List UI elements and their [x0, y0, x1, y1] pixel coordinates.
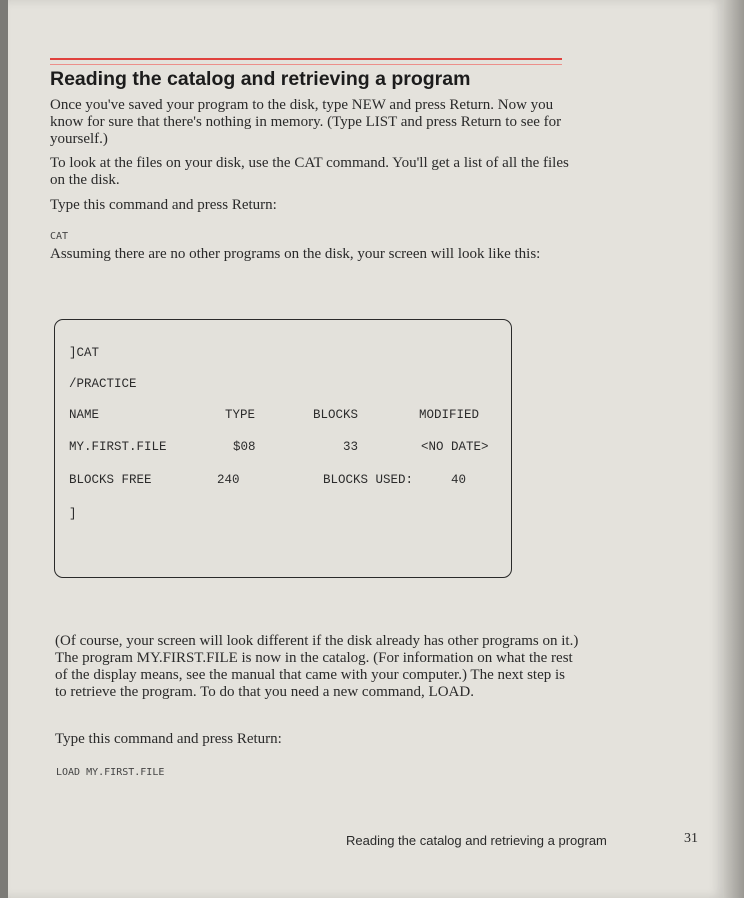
section-heading: Reading the catalog and retrieving a program: [50, 68, 471, 90]
col-header-blocks: BLOCKS: [313, 408, 359, 422]
page-number: 31: [684, 831, 698, 846]
file-name: MY.FIRST.FILE: [69, 440, 167, 454]
file-blocks: 33: [343, 440, 359, 454]
catalog-screen: [54, 319, 512, 578]
header-rule-thin: [50, 64, 562, 65]
paragraph-catalog-explanation: (Of course, your screen will look different if the disk already has other programs on it.) The program MY.FIRST.FILE is now in the catalog. (For information on what the rest of the display means, see the manual that came with your computer.) The next step is to retrieve the program. To do that you need a new command, LOAD.: [55, 633, 579, 700]
col-header-name: NAME: [69, 408, 100, 422]
load-command: LOAD MY.FIRST.FILE: [56, 767, 165, 778]
facing-page-edge: [724, 0, 744, 898]
screen-prompt-cat: ]CAT: [69, 346, 100, 360]
paragraph-new-command: Once you've saved your program to the disk, type NEW and press Return. Now you know for sure that there's nothing in memory. (Type LIST and press Return to see for yourself.): [50, 97, 562, 147]
screen-volume: /PRACTICE: [69, 377, 137, 391]
blocks-used-label: BLOCKS USED:: [323, 473, 414, 487]
paragraph-type-load: Type this command and press Return:: [55, 731, 282, 747]
paragraph-screen-intro: Assuming there are no other programs on the disk, your screen will look like this:: [50, 246, 541, 262]
paragraph-cat-intro: To look at the files on your disk, use the CAT command. You'll get a list of all the files on the disk.: [50, 155, 569, 188]
screen-prompt-end: ]: [69, 507, 77, 521]
running-footer: Reading the catalog and retrieving a program: [346, 833, 607, 848]
file-modified: <NO DATE>: [421, 440, 489, 454]
blocks-used-value: 40: [451, 473, 467, 487]
paragraph-type-command: Type this command and press Return:: [50, 197, 277, 213]
blocks-free-value: 240: [217, 473, 240, 487]
header-rule: [50, 58, 562, 60]
col-header-type: TYPE: [225, 408, 256, 422]
file-type: $08: [233, 440, 256, 454]
blocks-free-label: BLOCKS FREE: [69, 473, 152, 487]
col-header-modified: MODIFIED: [419, 408, 480, 422]
cat-command: CAT: [50, 231, 69, 242]
